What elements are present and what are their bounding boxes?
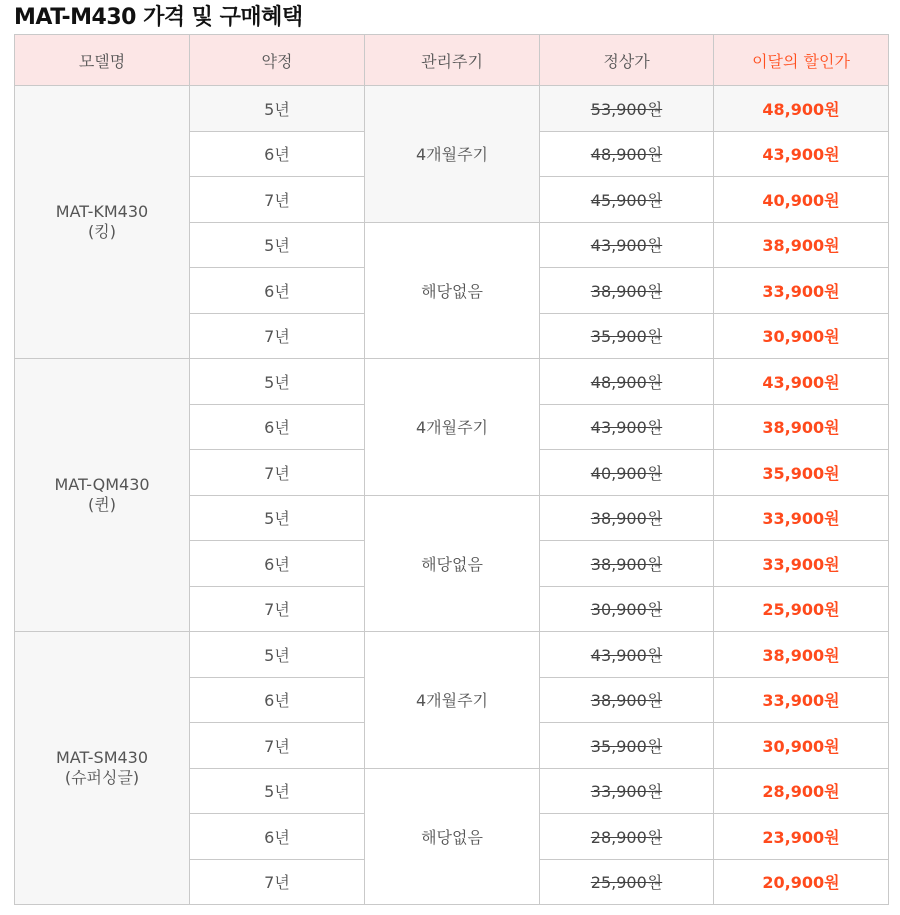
term-cell: 5년 bbox=[190, 359, 365, 405]
header-model: 모델명 bbox=[15, 35, 190, 86]
table-row bbox=[15, 86, 889, 132]
term-cell: 5년 bbox=[190, 86, 365, 132]
term-cell: 6년 bbox=[190, 541, 365, 587]
table-row bbox=[15, 632, 889, 678]
discount-price-cell: 40,900원 bbox=[714, 177, 889, 223]
term-cell: 5년 bbox=[190, 222, 365, 268]
term-cell: 5년 bbox=[190, 495, 365, 541]
discount-price-cell: 33,900원 bbox=[714, 268, 889, 314]
regular-price-cell: 33,900원 bbox=[540, 768, 714, 814]
term-cell: 7년 bbox=[190, 859, 365, 905]
term-cell: 6년 bbox=[190, 131, 365, 177]
regular-price-cell: 35,900원 bbox=[540, 723, 714, 769]
term-cell: 5년 bbox=[190, 768, 365, 814]
model-size: (슈퍼싱글) bbox=[64, 768, 140, 787]
term-cell: 7년 bbox=[190, 586, 365, 632]
term-cell: 6년 bbox=[190, 814, 365, 860]
discount-price-cell: 25,900원 bbox=[714, 586, 889, 632]
model-cell bbox=[15, 86, 190, 359]
regular-price-cell: 53,900원 bbox=[540, 86, 714, 132]
table-body bbox=[15, 86, 889, 905]
term-cell: 7년 bbox=[190, 450, 365, 496]
model-name: MAT-SM430 bbox=[55, 748, 149, 767]
term-cell: 6년 bbox=[190, 268, 365, 314]
regular-price-cell: 25,900원 bbox=[540, 859, 714, 905]
term-cell: 6년 bbox=[190, 404, 365, 450]
discount-price-cell: 38,900원 bbox=[714, 404, 889, 450]
discount-price-cell: 38,900원 bbox=[714, 632, 889, 678]
cycle-cell: 해당없음 bbox=[365, 495, 540, 632]
regular-price-cell: 43,900원 bbox=[540, 632, 714, 678]
discount-price-cell: 38,900원 bbox=[714, 222, 889, 268]
regular-price-cell: 35,900원 bbox=[540, 313, 714, 359]
discount-price-cell: 23,900원 bbox=[714, 814, 889, 860]
header-cycle: 관리주기 bbox=[365, 35, 540, 86]
regular-price-cell: 28,900원 bbox=[540, 814, 714, 860]
discount-price-cell: 30,900원 bbox=[714, 313, 889, 359]
page-title: MAT-M430 가격 및 구매혜택 bbox=[14, 5, 303, 30]
discount-price-cell: 43,900원 bbox=[714, 359, 889, 405]
regular-price-cell: 45,900원 bbox=[540, 177, 714, 223]
discount-price-cell: 30,900원 bbox=[714, 723, 889, 769]
term-cell: 7년 bbox=[190, 313, 365, 359]
discount-price-cell: 48,900원 bbox=[714, 86, 889, 132]
term-cell: 7년 bbox=[190, 723, 365, 769]
regular-price-cell: 48,900원 bbox=[540, 131, 714, 177]
discount-price-cell: 20,900원 bbox=[714, 859, 889, 905]
regular-price-cell: 43,900원 bbox=[540, 222, 714, 268]
table-row bbox=[15, 359, 889, 405]
term-cell: 5년 bbox=[190, 632, 365, 678]
discount-price-cell: 33,900원 bbox=[714, 541, 889, 587]
regular-price-cell: 38,900원 bbox=[540, 541, 714, 587]
discount-price-cell: 33,900원 bbox=[714, 495, 889, 541]
cycle-cell: 해당없음 bbox=[365, 768, 540, 905]
header-regular-price: 정상가 bbox=[540, 35, 714, 86]
regular-price-cell: 38,900원 bbox=[540, 268, 714, 314]
header-term: 약정 bbox=[190, 35, 365, 86]
header-discount-price: 이달의 할인가 bbox=[714, 35, 889, 86]
regular-price-cell: 38,900원 bbox=[540, 677, 714, 723]
cycle-cell: 4개월주기 bbox=[365, 359, 540, 496]
model-size: (퀸) bbox=[88, 495, 116, 514]
discount-price-cell: 43,900원 bbox=[714, 131, 889, 177]
regular-price-cell: 30,900원 bbox=[540, 586, 714, 632]
model-cell bbox=[15, 632, 190, 905]
model-name: MAT-QM430 bbox=[54, 475, 150, 494]
price-table bbox=[14, 34, 889, 905]
model-name: MAT-KM430 bbox=[55, 202, 149, 221]
table-header-row bbox=[15, 35, 889, 86]
discount-price-cell: 33,900원 bbox=[714, 677, 889, 723]
model-size: (킹) bbox=[88, 222, 116, 241]
cycle-cell: 4개월주기 bbox=[365, 86, 540, 223]
regular-price-cell: 40,900원 bbox=[540, 450, 714, 496]
regular-price-cell: 43,900원 bbox=[540, 404, 714, 450]
discount-price-cell: 28,900원 bbox=[714, 768, 889, 814]
term-cell: 7년 bbox=[190, 177, 365, 223]
cycle-cell: 4개월주기 bbox=[365, 632, 540, 769]
regular-price-cell: 48,900원 bbox=[540, 359, 714, 405]
term-cell: 6년 bbox=[190, 677, 365, 723]
regular-price-cell: 38,900원 bbox=[540, 495, 714, 541]
cycle-cell: 해당없음 bbox=[365, 222, 540, 359]
model-cell bbox=[15, 359, 190, 632]
discount-price-cell: 35,900원 bbox=[714, 450, 889, 496]
